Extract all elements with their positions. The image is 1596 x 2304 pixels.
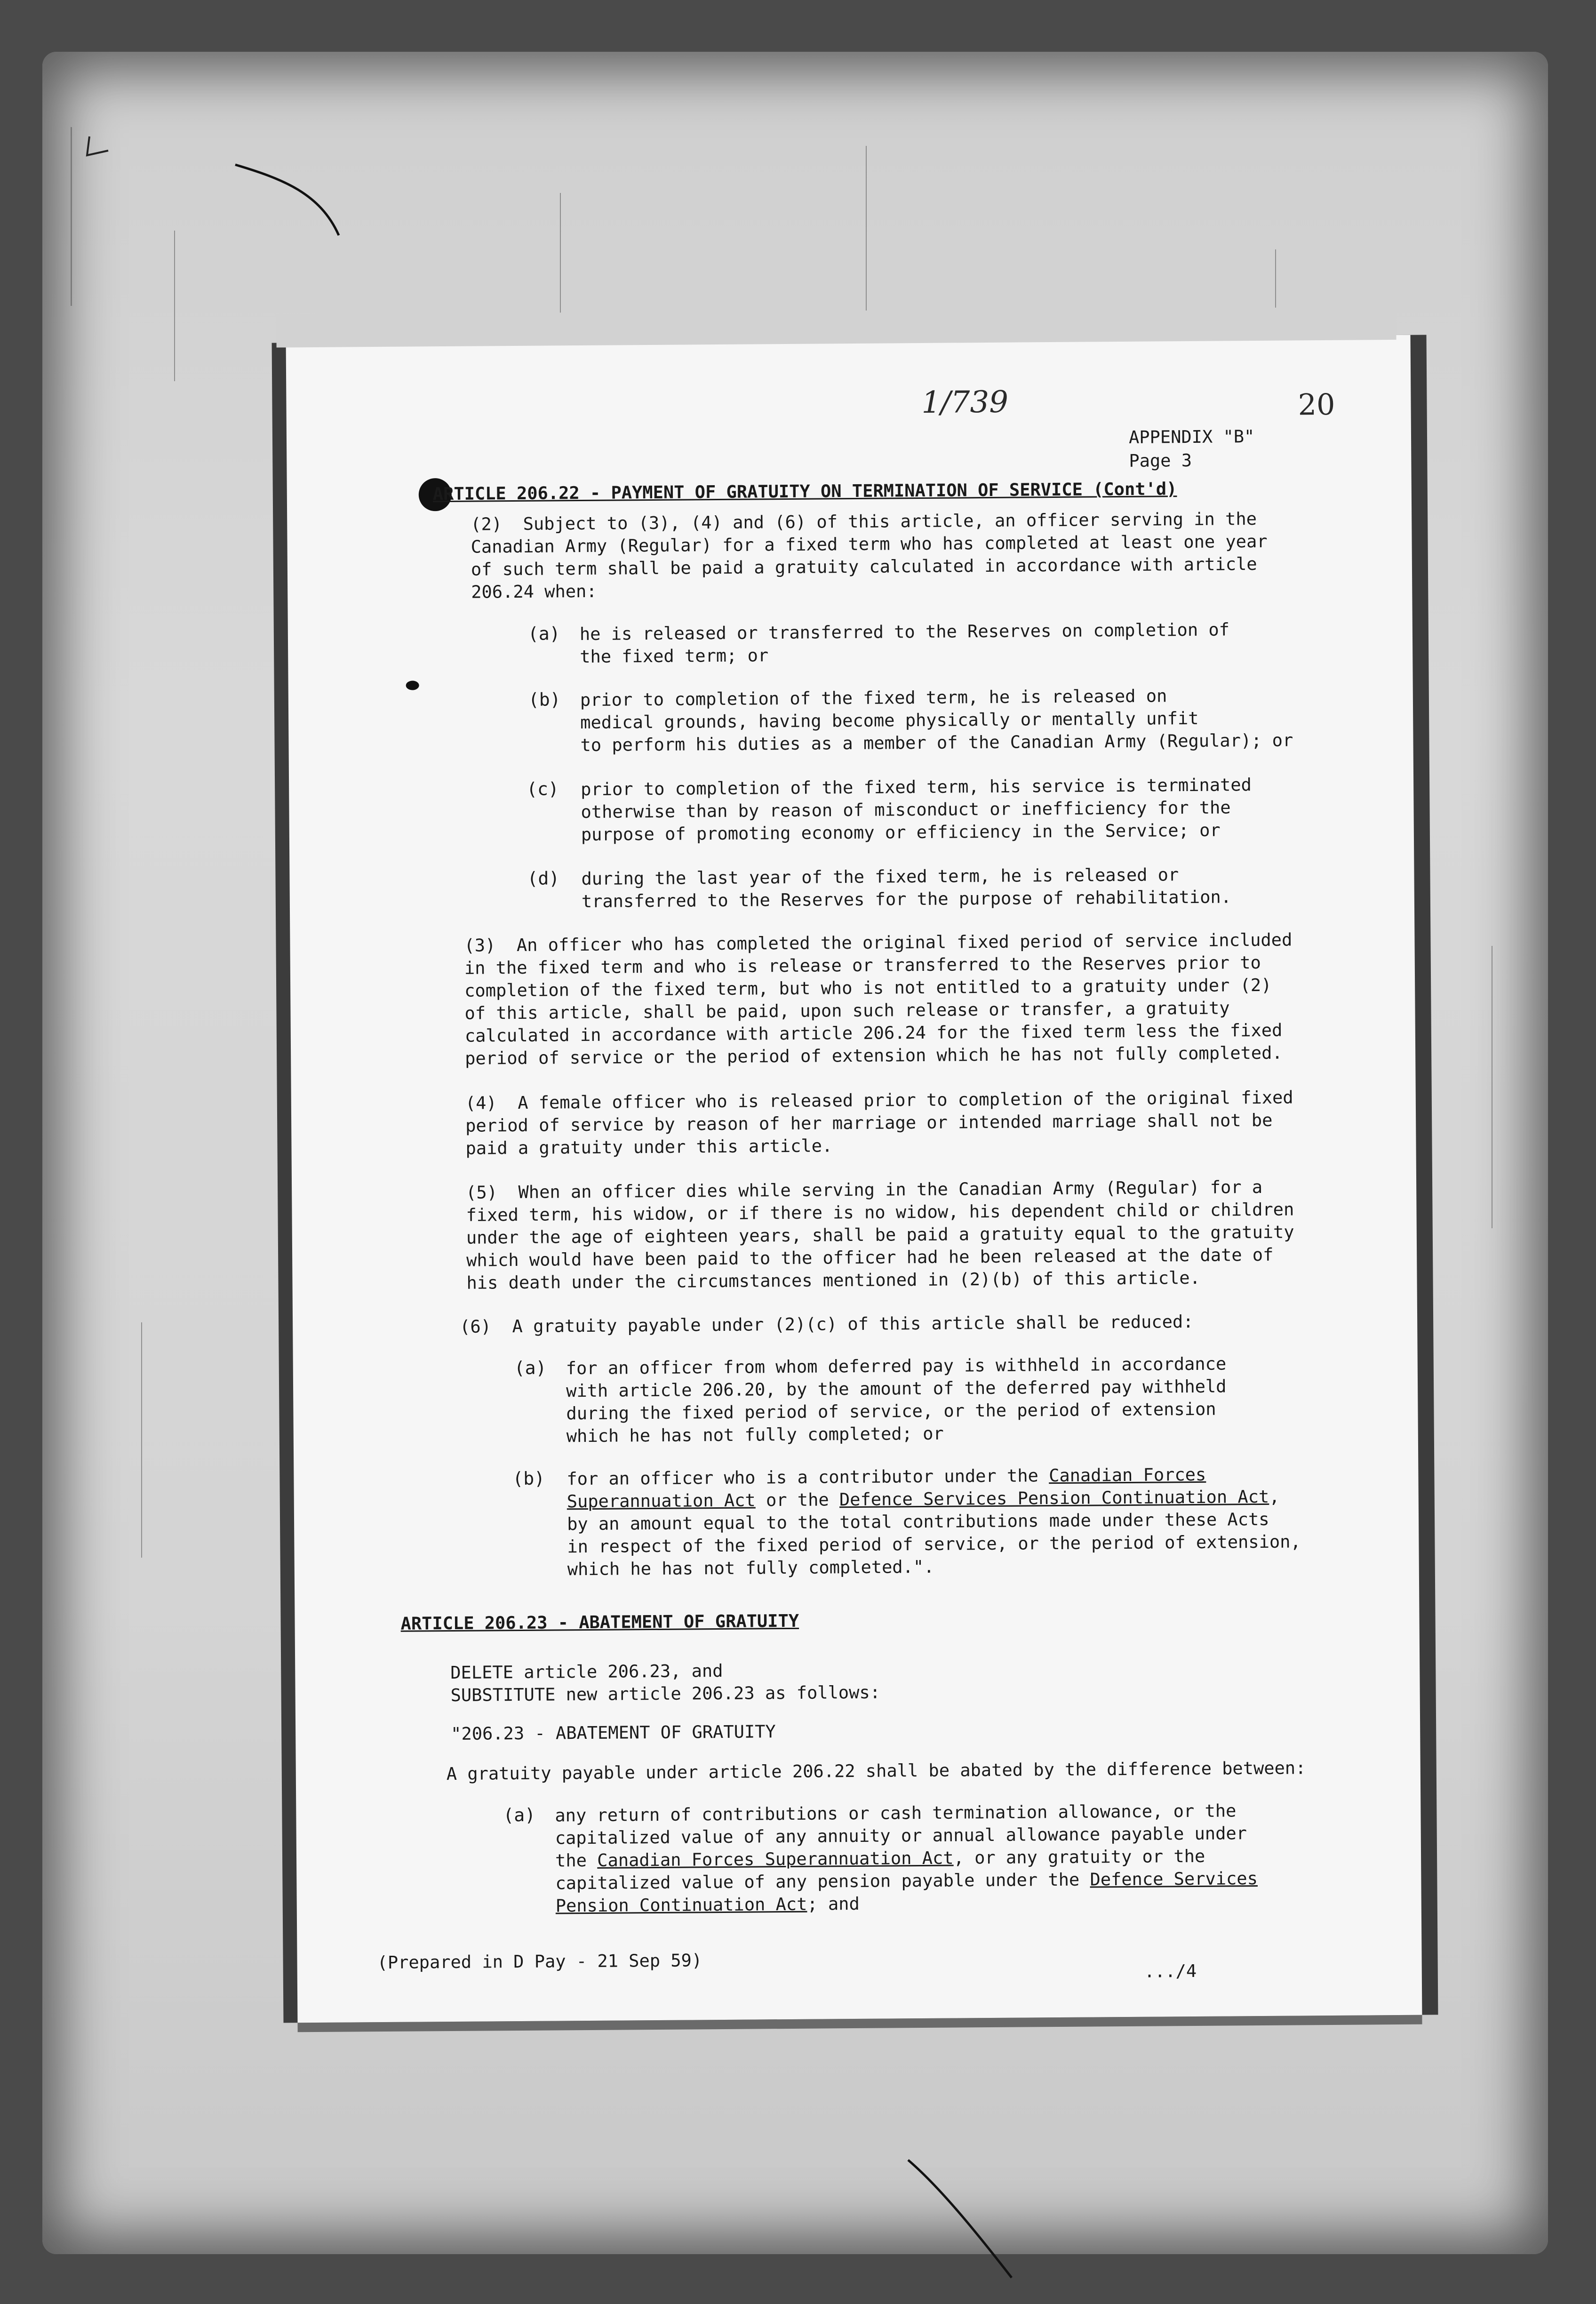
text-line: the fixed term; or (580, 645, 769, 667)
text-line: (5) When an officer dies while serving in the Canadian Army (Regular) for a (466, 1176, 1263, 1203)
article-heading-206-23: ARTICLE 206.23 - ABATEMENT OF GRATUITY (400, 1610, 799, 1634)
text-fragment: the (555, 1850, 598, 1871)
text-line: medical grounds, having become physically or mentally unfit (580, 708, 1199, 733)
text-fragment: , or any gratuity or the (953, 1846, 1205, 1868)
delete-instruction: DELETE article 206.23, and (450, 1660, 723, 1683)
text-line: he is released or transferred to the Reserves on completion of (579, 619, 1230, 645)
act-citation: Canadian Forces (1048, 1464, 1206, 1486)
text-line: in the fixed term and who is release or transferred to the Reserves prior to (464, 952, 1261, 978)
item-label: (c) (527, 778, 559, 800)
text-line: which he has not fully completed; or (566, 1423, 944, 1447)
text-line: calculated in accordance with article 206.24 for the fixed term less the fixed (464, 1020, 1283, 1046)
page-label: Page 3 (1129, 450, 1192, 471)
text-line: (4) A female officer who is released prior to completion of the original fixed (465, 1087, 1293, 1113)
prepared-by-footer: (Prepared in D Pay - 21 Sep 59) (377, 1950, 702, 1973)
text-line: any return of contributions or cash termination allowance, or the (555, 1800, 1237, 1826)
text-line: 206.24 when: (471, 581, 597, 602)
text-line: otherwise than by reason of misconduct or inefficiency for the (581, 797, 1231, 823)
abatement-intro: A gratuity payable under article 206.22 shall be abated by the difference between: (446, 1758, 1306, 1784)
text-line: for an officer from whom deferred pay is withheld in accordance (566, 1353, 1227, 1379)
text-line: paid a gratuity under this article. (465, 1136, 833, 1159)
text-line: prior to completion of the fixed term, his service is terminated (581, 775, 1252, 800)
item-label: (d) (527, 868, 560, 889)
act-citation: Superannuation Act (567, 1490, 756, 1512)
paragraph-6: (6) A gratuity payable under (2)(c) of this article shall be reduced: (460, 1311, 1194, 1337)
text-line: fixed term, his widow, or if there is no widow, his dependent child or children (466, 1199, 1294, 1225)
text-line: of such term shall be paid a gratuity calculated in accordance with article (471, 553, 1257, 580)
text-line (555, 1867, 1258, 1895)
handwritten-file-number: 1/739 (921, 384, 1009, 420)
text-line: period of service or the period of extension which he has not fully completed. (465, 1042, 1283, 1069)
continuation-marker: .../4 (1144, 1960, 1197, 1982)
text-line: transferred to the Reserves for the purpose of rehabilitation. (581, 887, 1232, 912)
item-label: (a) (503, 1804, 536, 1826)
item-label: (a) (527, 623, 560, 644)
substitute-instruction: SUBSTITUTE new article 206.23 as follows: (450, 1682, 881, 1706)
text-line: prior to completion of the fixed term, he is released on (580, 686, 1167, 711)
text-line: Canadian Army (Regular) for a fixed term who has completed at least one year (471, 531, 1268, 557)
document-page (286, 335, 1422, 2023)
ink-dot (406, 680, 419, 690)
text-line: under the age of eighteen years, shall be paid a gratuity equal to the gratuity (466, 1222, 1294, 1248)
text-line: period of service by reason of her marriage or intended marriage shall not be (465, 1110, 1273, 1136)
new-article-heading: "206.23 - ABATEMENT OF GRATUITY (451, 1721, 776, 1744)
text-fragment: ; and (807, 1893, 860, 1914)
item-label: (a) (514, 1357, 547, 1379)
text-fragment: for an officer who is a contributor under the (567, 1465, 1049, 1489)
text-fragment: , (1269, 1486, 1280, 1507)
act-citation: Canadian Forces Superannuation Act (597, 1848, 954, 1871)
text-line: completion of the fixed term, but who is not entitled to a gratuity under (2) (464, 975, 1272, 1001)
text-fragment: or the (755, 1489, 840, 1511)
text-line: during the fixed period of service, or the period of extension (566, 1399, 1216, 1424)
act-citation: Pension Continuation Act (555, 1894, 807, 1916)
appendix-label: APPENDIX "B" (1128, 426, 1255, 448)
text-line: (3) An officer who has completed the original fixed period of service included (464, 929, 1293, 956)
text-line: purpose of promoting economy or efficiency in the Service; or (581, 820, 1221, 845)
text-fragment: capitalized value of any pension payable under the (555, 1869, 1090, 1894)
text-line: by an amount equal to the total contributions made under these Acts (567, 1509, 1269, 1535)
text-line: (2) Subject to (3), (4) and (6) of this article, an officer serving in the (471, 508, 1257, 535)
act-citation: Defence Services (1090, 1868, 1258, 1890)
text-line: which he has not fully completed.". (567, 1556, 934, 1580)
text-line: with article 206.20, by the amount of the deferred pay withheld (566, 1376, 1227, 1401)
article-heading-206-22: ARTICLE 206.22 - PAYMENT OF GRATUITY ON TERMINATION OF SERVICE (Cont'd) (432, 479, 1177, 504)
text-line: his death under the circumstances mentioned in (2)(b) of this article. (466, 1267, 1200, 1293)
page-number: 20 (1298, 387, 1335, 422)
text-line (556, 1893, 860, 1918)
text-line: to perform his duties as a member of the Canadian Army (Regular); or (580, 730, 1293, 756)
item-label: (b) (512, 1468, 545, 1489)
text-line: in respect of the fixed period of service, or the period of extension, (567, 1531, 1301, 1557)
item-label: (b) (528, 689, 561, 710)
text-line: during the last year of the fixed term, he is released or (581, 864, 1179, 889)
act-citation: Defence Services Pension Continuation Act (839, 1486, 1269, 1510)
text-line: which would have been paid to the officer had he been released at the date of (466, 1244, 1274, 1271)
text-line: of this article, shall be paid, upon such release or transfer, a gratuity (464, 998, 1230, 1024)
text-line: capitalized value of any annuity or annual allowance payable under (555, 1823, 1247, 1848)
